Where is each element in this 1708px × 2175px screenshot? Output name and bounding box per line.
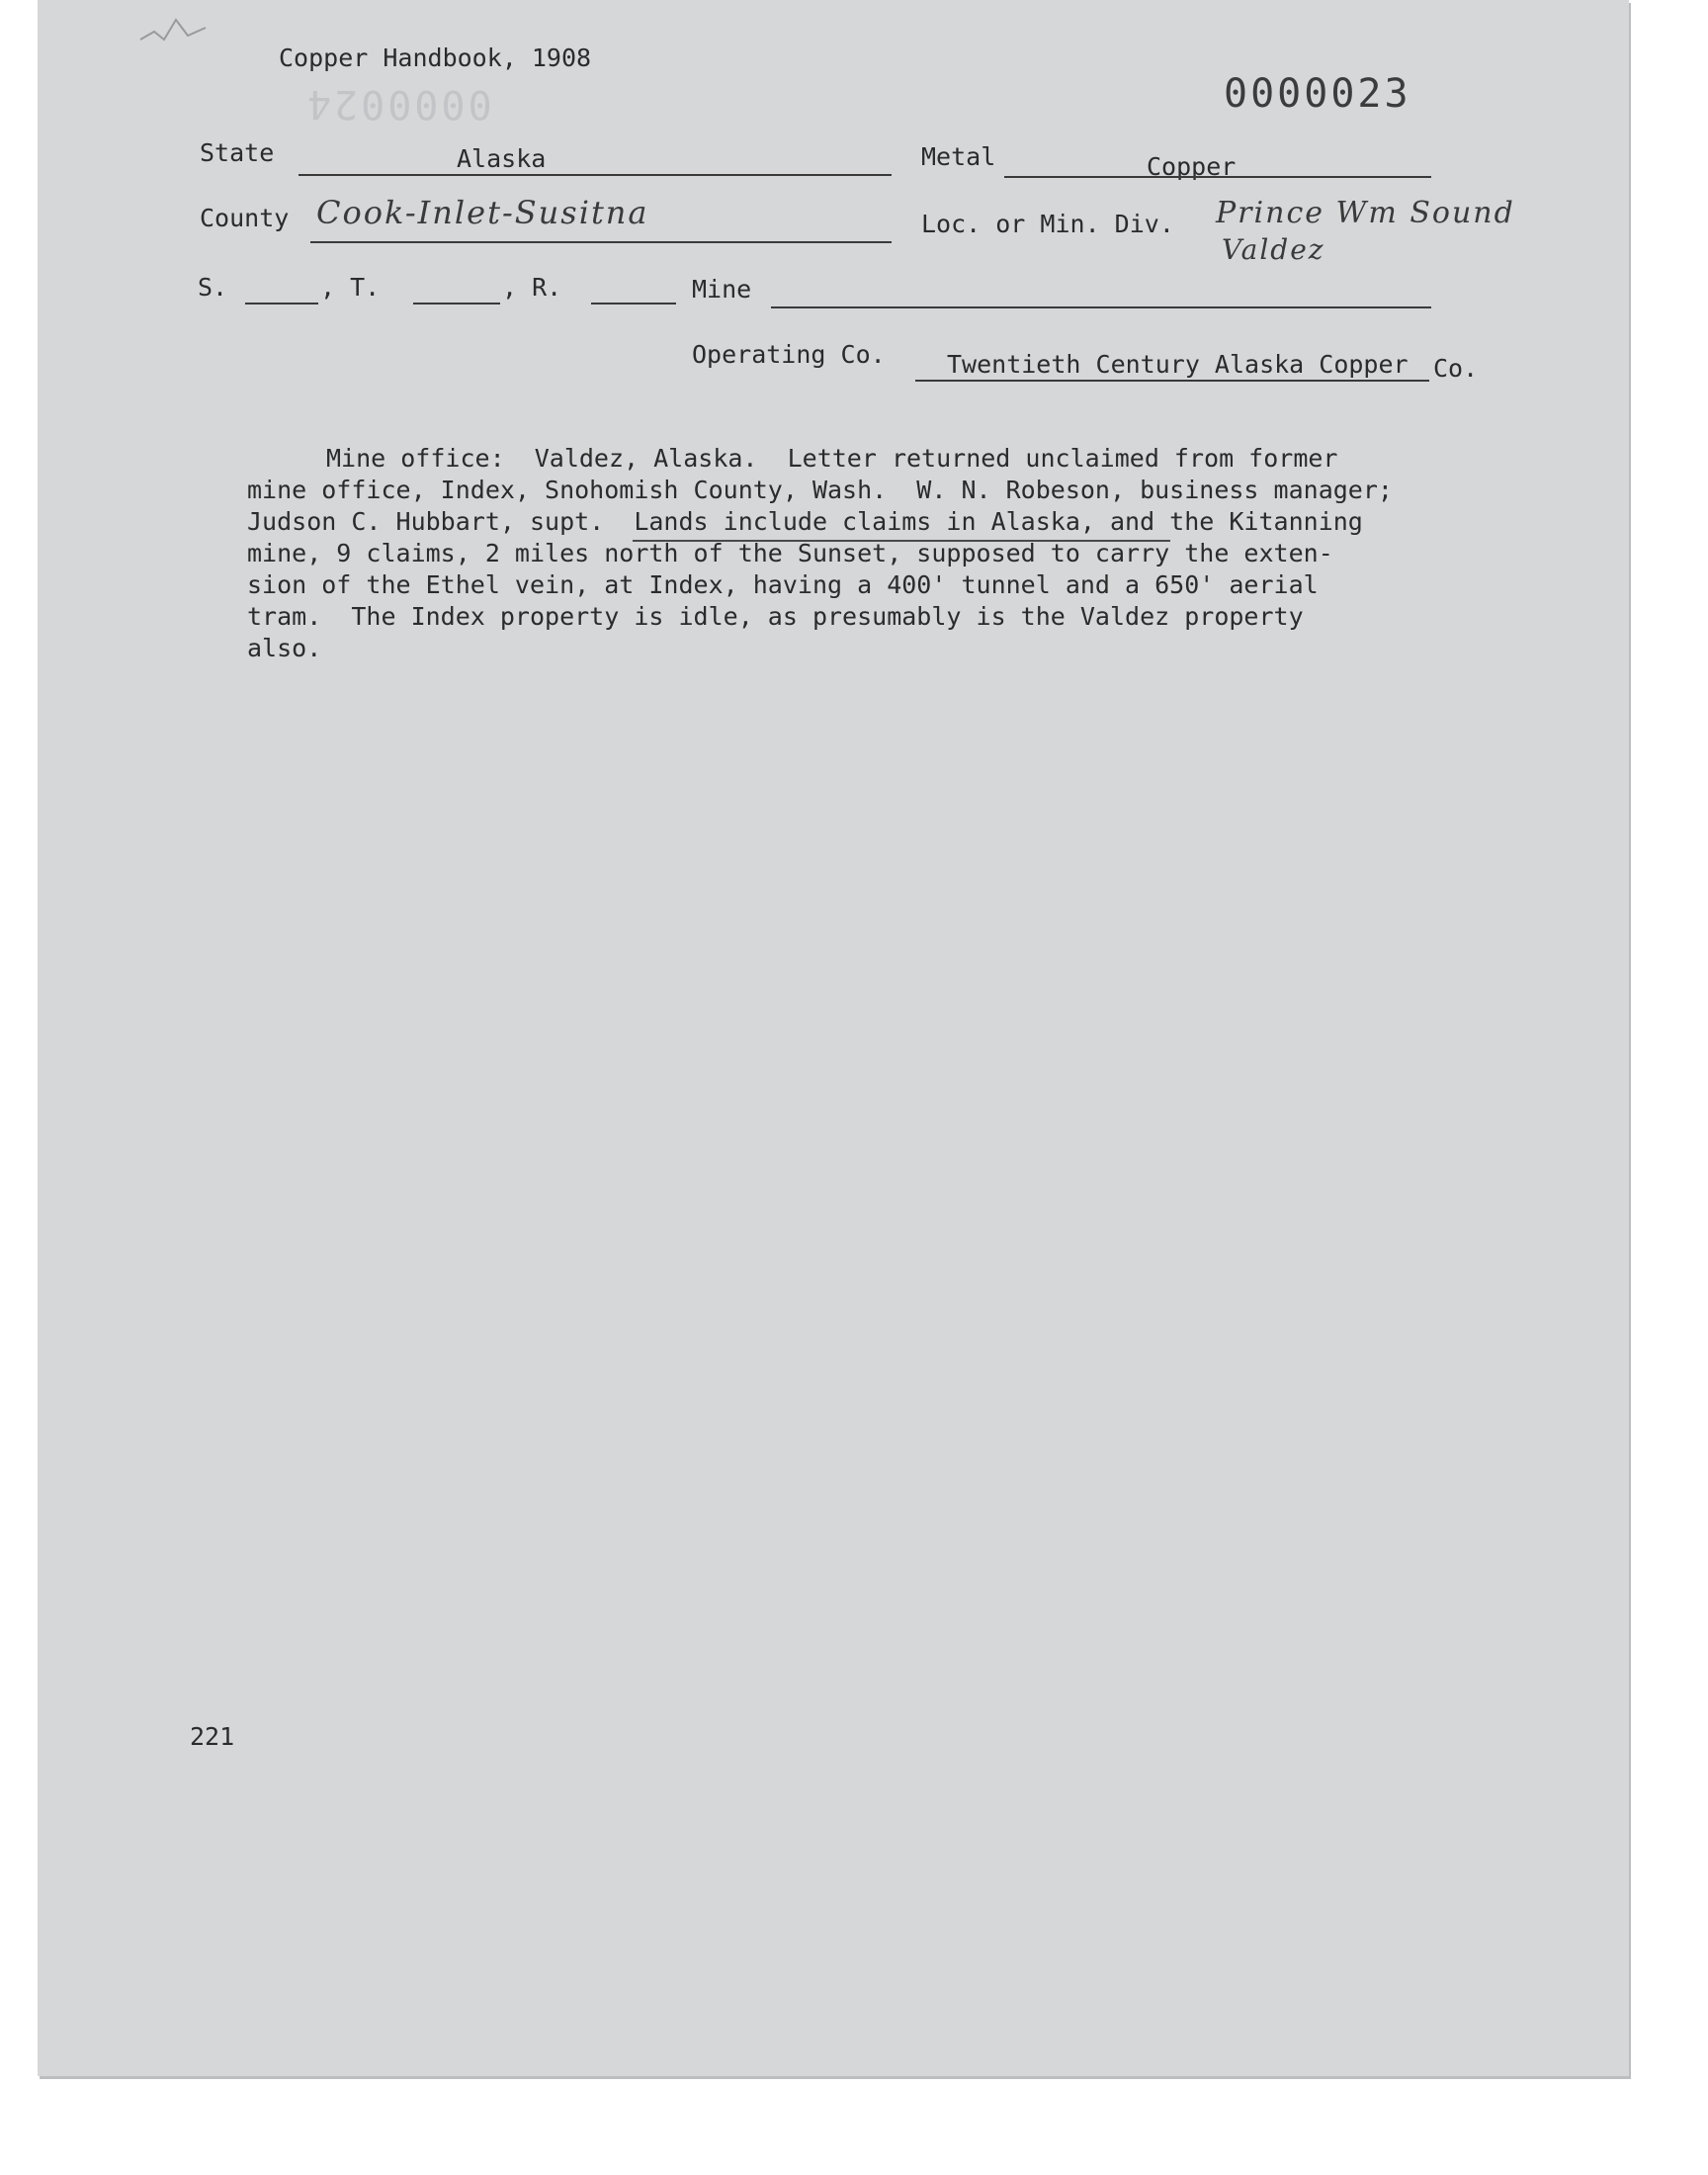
loc-handwritten-value-1: Prince Wm Sound bbox=[1216, 196, 1515, 230]
metal-line bbox=[1004, 176, 1431, 178]
range-label: , R. bbox=[502, 273, 562, 302]
loc-label: Loc. or Min. Div. bbox=[921, 210, 1174, 238]
body-line: mine office, Index, Snohomish County, Wash. W. N. Robeson, business manager; bbox=[247, 476, 1393, 504]
handwritten-underline bbox=[633, 540, 1170, 542]
document-number-stamp: 0000023 bbox=[1224, 71, 1411, 117]
loc-handwritten-value-2: Valdez bbox=[1222, 233, 1325, 266]
state-line bbox=[299, 174, 892, 176]
source-title: Copper Handbook, 1908 bbox=[279, 44, 592, 72]
state-label: State bbox=[200, 138, 275, 167]
section-line bbox=[245, 303, 318, 304]
operating-suffix: Co. bbox=[1433, 354, 1479, 383]
corner-smudge bbox=[136, 10, 215, 49]
metal-label: Metal bbox=[921, 142, 996, 171]
body-line: Mine office: Valdez, Alaska. Letter returned unclaimed from former bbox=[326, 444, 1338, 473]
township-label: , T. bbox=[320, 273, 381, 302]
body-line: mine, 9 claims, 2 miles north of the Sunset, supposed to carry the exten- bbox=[247, 539, 1333, 567]
operating-label: Operating Co. bbox=[692, 340, 886, 369]
county-label: County bbox=[200, 204, 290, 232]
operating-line bbox=[915, 380, 1429, 382]
range-line bbox=[591, 303, 676, 304]
body-line: tram. The Index property is idle, as presumably is the Valdez property bbox=[247, 602, 1304, 631]
faint-bleed-stamp: 0000024 bbox=[304, 81, 492, 127]
mine-line bbox=[771, 306, 1431, 308]
body-line: sion of the Ethel vein, at Index, having a 400' tunnel and a 650' aerial bbox=[247, 570, 1319, 599]
section-label: S. bbox=[198, 273, 228, 302]
body-line: also. bbox=[247, 634, 322, 662]
state-value: Alaska bbox=[457, 144, 547, 173]
body-paragraph bbox=[247, 443, 1393, 664]
mine-label: Mine bbox=[692, 275, 752, 304]
page-number: 221 bbox=[190, 1722, 235, 1751]
county-handwritten-value: Cook-Inlet-Susitna bbox=[316, 194, 649, 231]
operating-value: Twentieth Century Alaska Copper bbox=[947, 350, 1409, 379]
document-page bbox=[38, 0, 1629, 2076]
county-line bbox=[310, 241, 892, 243]
metal-value: Copper bbox=[1147, 152, 1237, 181]
body-line: Judson C. Hubbart, supt. Lands include claims in Alaska, and the Kitanning bbox=[247, 507, 1363, 536]
township-line bbox=[413, 303, 500, 304]
